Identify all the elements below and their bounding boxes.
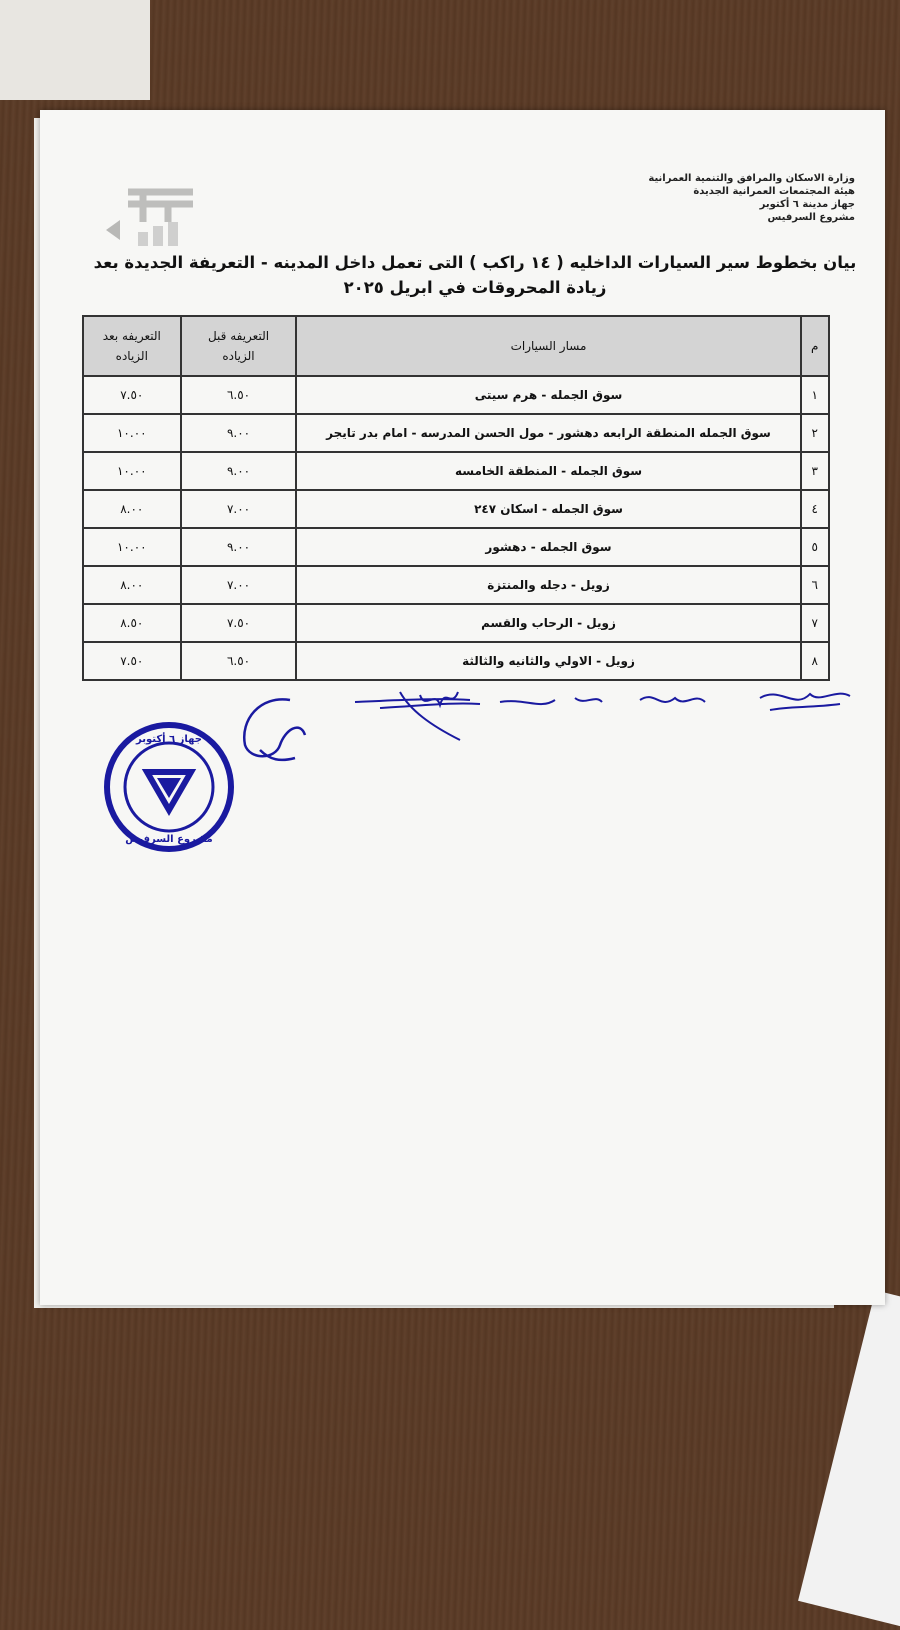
table-row [83, 528, 829, 566]
route-cell: سوق الجمله - المنطقة الخامسه [296, 452, 800, 490]
route-cell: سوق الجمله - اسكان ٢٤٧ [296, 490, 800, 528]
row-number: ٦ [801, 566, 829, 604]
fare-table [82, 315, 830, 681]
fare-before-cell: ٩.٠٠ [181, 414, 297, 452]
row-number: ٧ [801, 604, 829, 642]
route-cell: زويل - الرحاب والقسم [296, 604, 800, 642]
route-cell: سوق الجمله - هرم سيتى [296, 376, 800, 414]
project-name: مشروع السرفيس [767, 212, 855, 223]
header-fare-after-line-2: الزياده [115, 349, 148, 363]
fare-after-cell: ٨.٥٠ [83, 604, 181, 642]
fare-after-cell: ١٠.٠٠ [83, 414, 181, 452]
header-fare-before [181, 316, 297, 376]
header-fare-before-line-1: التعريفه قبل [207, 329, 270, 343]
signatures [340, 680, 860, 760]
svg-text:جهاز ٦ أكتوبر: جهاز ٦ أكتوبر [136, 734, 202, 745]
fare-after-cell: ١٠.٠٠ [83, 452, 181, 490]
official-stamp [102, 720, 236, 854]
agency-name: جهاز مدينة ٦ أكتوبر [759, 199, 855, 210]
header-number: م [801, 316, 829, 376]
letterhead [648, 172, 855, 224]
ministry-name: وزارة الاسكان والمرافق والتنمية العمرانية [648, 173, 855, 184]
egypt-logo-icon [98, 182, 198, 252]
row-number: ٤ [801, 490, 829, 528]
table-header-row [83, 316, 829, 376]
row-number: ٣ [801, 452, 829, 490]
fare-before-cell: ٧.٠٠ [181, 490, 297, 528]
title-line-1: بيان بخطوط سير السيارات الداخليه ( ١٤ راكب ) التى تعمل داخل المدينه - التعريفة الجديدة بعد [93, 253, 857, 272]
table-row [83, 414, 829, 452]
route-cell: سوق الجمله المنطقة الرابعه دهشور - مول الحسن المدرسه - امام بدر تايجر [296, 414, 800, 452]
table-row [83, 452, 829, 490]
side-sheet [798, 1290, 900, 1630]
fare-before-cell: ٧.٥٠ [181, 604, 297, 642]
fare-after-cell: ٨.٠٠ [83, 490, 181, 528]
title-line-2: زيادة المحروقات في ابريل ٢٠٢٥ [343, 278, 607, 297]
table-row [83, 604, 829, 642]
row-number: ٥ [801, 528, 829, 566]
header-fare-after [83, 316, 181, 376]
fare-before-cell: ٦.٥٠ [181, 642, 297, 680]
fare-before-cell: ٩.٠٠ [181, 528, 297, 566]
header-route: مسار السيارات [296, 316, 800, 376]
fare-before-cell: ٩.٠٠ [181, 452, 297, 490]
document-title [90, 250, 860, 300]
fare-after-cell: ١٠.٠٠ [83, 528, 181, 566]
authority-name: هيئة المجتمعات العمرانية الجديدة [693, 186, 855, 197]
fare-before-cell: ٧.٠٠ [181, 566, 297, 604]
route-cell: سوق الجمله - دهشور [296, 528, 800, 566]
header-fare-before-line-2: الزياده [222, 349, 255, 363]
fare-after-cell: ٧.٥٠ [83, 642, 181, 680]
document-page [40, 110, 885, 1305]
table-row [83, 642, 829, 680]
row-number: ٢ [801, 414, 829, 452]
table-row [83, 566, 829, 604]
route-cell: زويل - دجله والمنتزة [296, 566, 800, 604]
table-row [83, 376, 829, 414]
fare-before-cell: ٦.٥٠ [181, 376, 297, 414]
table-row [83, 490, 829, 528]
route-cell: زويل - الاولي والثانيه والثالثة [296, 642, 800, 680]
row-number: ٨ [801, 642, 829, 680]
fare-after-cell: ٨.٠٠ [83, 566, 181, 604]
svg-text:مشروع السرفيس: مشروع السرفيس [125, 834, 213, 845]
fare-after-cell: ٧.٥٠ [83, 376, 181, 414]
row-number: ١ [801, 376, 829, 414]
header-fare-after-line-1: التعريفه بعد [102, 329, 161, 343]
background-gap [0, 0, 150, 100]
